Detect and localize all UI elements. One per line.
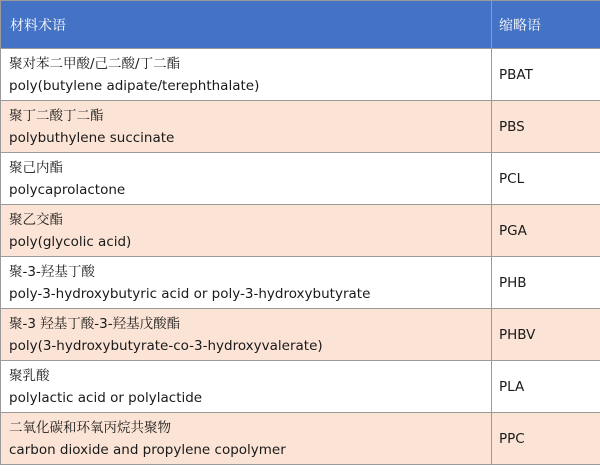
term-chinese: 二氧化碳和环氧丙烷共聚物: [9, 419, 171, 436]
table-row: [1, 413, 600, 465]
term-english: polybuthylene succinate: [9, 129, 175, 146]
term-chinese: 聚乙交酯: [9, 211, 63, 228]
abbr-cell: PBS: [492, 101, 600, 153]
term-chinese: 聚-3-羟基丁酸: [9, 263, 95, 280]
term-cell: [1, 101, 492, 153]
term-chinese: 聚己内酯: [9, 159, 63, 176]
abbr-cell: PCL: [492, 153, 600, 205]
table-row: [1, 101, 600, 153]
table-row: [1, 309, 600, 361]
term-cell: [1, 361, 492, 413]
table-row: [1, 205, 600, 257]
term-cell: [1, 413, 492, 465]
abbr-cell: PPC: [492, 413, 600, 465]
term-english: polycaprolactone: [9, 181, 126, 198]
table-row: [1, 257, 600, 309]
table-row: [1, 49, 600, 101]
term-english: poly-3-hydroxybutyric acid or poly-3-hydroxybutyrate: [9, 285, 371, 302]
abbr-cell: PHBV: [492, 309, 600, 361]
term-chinese: 聚丁二酸丁二酯: [9, 107, 104, 124]
term-chinese: 聚对苯二甲酸/己二酸/丁二酯: [9, 55, 181, 72]
term-english: carbon dioxide and propylene copolymer: [9, 441, 286, 458]
term-english: poly(glycolic acid): [9, 233, 132, 250]
header-term: 材料术语: [1, 1, 492, 49]
abbr-cell: PLA: [492, 361, 600, 413]
table-row: [1, 361, 600, 413]
header-abbr: 缩略语: [492, 1, 600, 49]
term-cell: [1, 49, 492, 101]
header-row: [1, 1, 600, 49]
term-chinese: 聚-3 羟基丁酸-3-羟基戊酸酯: [9, 315, 181, 332]
table-row: [1, 153, 600, 205]
abbr-cell: PHB: [492, 257, 600, 309]
term-cell: [1, 309, 492, 361]
term-english: poly(3-hydroxybutyrate-co-3-hydroxyvalerate): [9, 337, 323, 354]
term-english: polylactic acid or polylactide: [9, 389, 203, 406]
term-chinese: 聚乳酸: [9, 367, 50, 384]
term-english: poly(butylene adipate/terephthalate): [9, 77, 260, 94]
term-cell: [1, 205, 492, 257]
term-cell: [1, 153, 492, 205]
abbr-cell: PGA: [492, 205, 600, 257]
abbr-cell: PBAT: [492, 49, 600, 101]
term-cell: [1, 257, 492, 309]
